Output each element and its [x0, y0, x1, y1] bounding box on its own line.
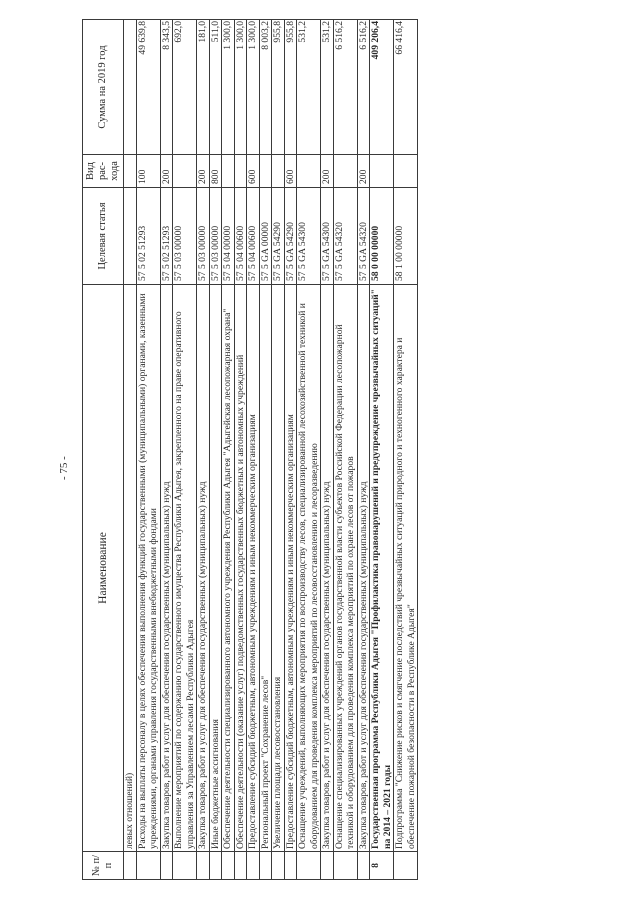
cell-num [234, 852, 247, 880]
cell-name: Выполнение мероприятий по содержанию государственного имущества Республики Адыгея, закрепленного на праве оперативного управления за Управлением лесами Республики Адыгея [173, 285, 197, 852]
cell-sum: 8 003,2 [259, 20, 272, 155]
header-num: № п/п [83, 852, 124, 880]
cell-sum: 692,0 [173, 20, 197, 155]
cell-sum: 531,2 [321, 20, 334, 155]
table-row [297, 20, 321, 880]
cell-name: Оснащение специализированных учреждений органов государственной власти субъектов Российской Федерации лесопожарной техникой и оборудованием для проведения комплекса мероприятий по охране лесов от пожаров [333, 285, 357, 852]
cell-target: 57 5 04 00600 [234, 188, 247, 285]
cell-target: 57 5 GA 54290 [272, 188, 285, 285]
cell-num [272, 852, 285, 880]
cell-kind: 200 [321, 155, 334, 188]
cell-target: 57 5 02 51293 [160, 188, 173, 285]
cell-sum: 955,8 [272, 20, 285, 155]
header-name: Наименование [83, 285, 124, 852]
cell-num [394, 852, 418, 880]
header-target: Целевая статья [83, 188, 124, 285]
cell-sum: 1 300,0 [222, 20, 235, 155]
table-row [394, 20, 418, 880]
cell-name: Государственная программа Республики Адыгея "Профилактика правонарушений и предупреждение чрезвычайных ситуаций" на 2014 – 2021 годы [370, 285, 394, 852]
cell-name: левых отношений) [124, 285, 137, 852]
cell-name: Предоставление субсидий бюджетным, автономным учреждениям и иным некоммерческим организациям [247, 285, 260, 852]
cell-name: Региональный проект "Сохранение лесов" [259, 285, 272, 852]
cell-kind: 200 [160, 155, 173, 188]
cell-target: 57 5 04 00000 [222, 188, 235, 285]
cell-sum: 531,2 [297, 20, 321, 155]
cell-name: Подпрограмма "Снижение рисков и смягчение последствий чрезвычайных ситуаций природного и техногенного характера и обеспечение пожарной безопасности в Республике Адыгея" [394, 285, 418, 852]
cell-target: 57 5 02 51293 [136, 188, 160, 285]
cell-target: 57 5 GA 00000 [259, 188, 272, 285]
table-row [357, 20, 370, 880]
cell-kind [297, 155, 321, 188]
cell-kind [124, 155, 137, 188]
cell-num [259, 852, 272, 880]
table-row [160, 20, 173, 880]
cell-sum: 181,0 [197, 20, 210, 155]
cell-target: 57 5 03 00000 [209, 188, 222, 285]
cell-num [333, 852, 357, 880]
cell-kind [370, 155, 394, 188]
table-row [136, 20, 160, 880]
cell-num: 8 [370, 852, 394, 880]
cell-num [321, 852, 334, 880]
cell-name: Закупка товаров, работ и услуг для обеспечения государственных (муниципальных) нужд [160, 285, 173, 852]
cell-target: 58 0 00 00000 [370, 188, 394, 285]
cell-kind [394, 155, 418, 188]
cell-kind [222, 155, 235, 188]
table-row [333, 20, 357, 880]
table-row [124, 20, 137, 880]
cell-sum [124, 20, 137, 155]
cell-num [247, 852, 260, 880]
cell-num [222, 852, 235, 880]
table-header-row [83, 20, 124, 880]
table-body [124, 20, 418, 880]
cell-num [136, 852, 160, 880]
cell-name: Закупка товаров, работ и услуг для обеспечения государственных (муниципальных) нужд [321, 285, 334, 852]
cell-target: 57 5 03 00000 [197, 188, 210, 285]
cell-target: 57 5 GA 54320 [333, 188, 357, 285]
header-sum: Сумма на 2019 год [83, 20, 124, 155]
table-row [222, 20, 235, 880]
cell-num [124, 852, 137, 880]
cell-name: Предоставление субсидий бюджетным, автономным учреждениям и иным некоммерческим организациям [284, 285, 297, 852]
table-row [272, 20, 285, 880]
cell-num [209, 852, 222, 880]
cell-sum: 1 300,0 [234, 20, 247, 155]
cell-sum: 409 206,4 [370, 20, 394, 155]
cell-num [284, 852, 297, 880]
cell-sum: 511,0 [209, 20, 222, 155]
cell-target: 57 5 GA 54290 [284, 188, 297, 285]
rotated-content [60, 20, 585, 880]
cell-kind: 600 [247, 155, 260, 188]
cell-target: 57 5 GA 54300 [321, 188, 334, 285]
table-row [259, 20, 272, 880]
table-row [321, 20, 334, 880]
cell-name: Обеспечение деятельности (оказание услуг) подведомственных государственных бюджетных и автономных учреждений [234, 285, 247, 852]
table-row [284, 20, 297, 880]
cell-num [357, 852, 370, 880]
page-number: - 75 - [58, 456, 70, 480]
cell-name: Закупка товаров, работ и услуг для обеспечения государственных (муниципальных) нужд [357, 285, 370, 852]
table-row [234, 20, 247, 880]
cell-num [197, 852, 210, 880]
cell-kind [272, 155, 285, 188]
cell-kind [234, 155, 247, 188]
cell-kind [333, 155, 357, 188]
table-row [370, 20, 394, 880]
cell-sum: 1 300,0 [247, 20, 260, 155]
cell-kind: 600 [284, 155, 297, 188]
cell-sum: 6 516,2 [357, 20, 370, 155]
cell-sum: 955,8 [284, 20, 297, 155]
cell-name: Оснащение учреждений, выполняющих мероприятия по воспроизводству лесов, специализированной лесохозяйственной техникой и оборудованием для проведения комплекса мероприятий по лесовосстановлению и лесоразведению [297, 285, 321, 852]
header-kind: Вид рас- хода [83, 155, 124, 188]
cell-name: Расходы на выплаты персоналу в целях обеспечения выполнения функций государственными (муниципальными) органами, казенными учреждениями, органами управления государственными внебюджетными фондами [136, 285, 160, 852]
cell-kind: 100 [136, 155, 160, 188]
cell-sum: 49 639,8 [136, 20, 160, 155]
cell-target: 57 5 GA 54300 [297, 188, 321, 285]
cell-kind: 200 [197, 155, 210, 188]
cell-num [160, 852, 173, 880]
cell-target: 57 5 03 00000 [173, 188, 197, 285]
cell-num [297, 852, 321, 880]
cell-kind [173, 155, 197, 188]
table-row [209, 20, 222, 880]
cell-kind: 800 [209, 155, 222, 188]
table-row [197, 20, 210, 880]
cell-target: 58 1 00 00000 [394, 188, 418, 285]
budget-table [82, 19, 418, 880]
cell-kind: 200 [357, 155, 370, 188]
table-row [173, 20, 197, 880]
cell-name: Закупка товаров, работ и услуг для обеспечения государственных (муниципальных) нужд [197, 285, 210, 852]
table-row [247, 20, 260, 880]
cell-num [173, 852, 197, 880]
cell-name: Обеспечение деятельности специализированного автономного учреждения Республики Адыгея "Адыгейская лесопожарная охрана" [222, 285, 235, 852]
cell-sum: 8 343,5 [160, 20, 173, 155]
cell-kind [259, 155, 272, 188]
cell-target: 57 5 04 00600 [247, 188, 260, 285]
cell-sum: 66 416,4 [394, 20, 418, 155]
cell-name: Увеличение площади лесовосстановления [272, 285, 285, 852]
cell-target [124, 188, 137, 285]
cell-target: 57 5 GA 54320 [357, 188, 370, 285]
cell-sum: 6 516,2 [333, 20, 357, 155]
cell-name: Иные бюджетные ассигнования [209, 285, 222, 852]
